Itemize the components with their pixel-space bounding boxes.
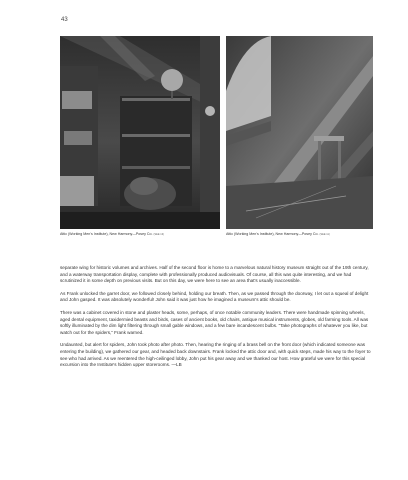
photo-caption-left-text: Attic (Working Men's Institute), New Harmony—Posey Co. (60, 232, 153, 236)
paragraph: separate wing for historic volumes and archives. Half of the second floor is home to a marvelous natural history museum straight out of the 19th century, and a waterway transportation display, complete with professionally produced audiovisuals. Of course, all this was quite interesting, and we had scrutinized it in some depth on previous visits. But on this day, we were here to see an area that's usually inaccessible. (60, 265, 369, 284)
photo-caption-right-plate: (SEE 11) (319, 233, 330, 236)
photo-caption-right (226, 232, 330, 236)
paragraph: As Frank unlocked the garret door, we followed closely behind, holding our breath. Then, as we passed through the doorway, I let out a squeal of delight and John gasped. It was absolutely wonderful! John said it was just how he imagined a museum's attic should be. (60, 290, 369, 303)
attic-photo-left (60, 36, 220, 229)
paragraph: Undaunted, but alert for spiders, John took photo after photo. Then, hearing the ringing of a brass bell on the front door (which indicated someone was entering the building), we gathered our gear, and headed back downstairs. Frank locked the attic door and, with quick steps, made his way to the foyer to see who had arrived. As we reentered the high-ceilinged lobby, John put his gear away and we thanked our host. How grateful we were for this special excursion into the Institute's hidden upper storerooms. —LB (60, 342, 371, 368)
attic-photo-right-image (226, 36, 373, 229)
paragraph: There was a cabinet covered in stone and plaster heads, some, perhaps, of once notable community leaders. There were handmade spinning wheels, aged dental equipment, taxidermied beasts and birds, cases of ancient books, old chairs, antique musical instruments, globes, old farming tools. All was softly illuminated by the dim light filtering through small gable windows, and a few bare incandescent bulbs. “Take photographs of whatever you like, but watch out for the spiders,” Frank warned. (60, 309, 369, 335)
attic-photo-left-image (60, 36, 220, 229)
page-number: 43 (61, 17, 68, 23)
attic-photo-right (226, 36, 373, 229)
photo-caption-left (60, 232, 164, 236)
article-body (60, 265, 373, 375)
photo-caption-left-plate: (SEE 13) (153, 233, 165, 236)
photo-caption-right-text: Attic (Working Men's Institute), New Harmony—Posey Co. (226, 232, 319, 236)
